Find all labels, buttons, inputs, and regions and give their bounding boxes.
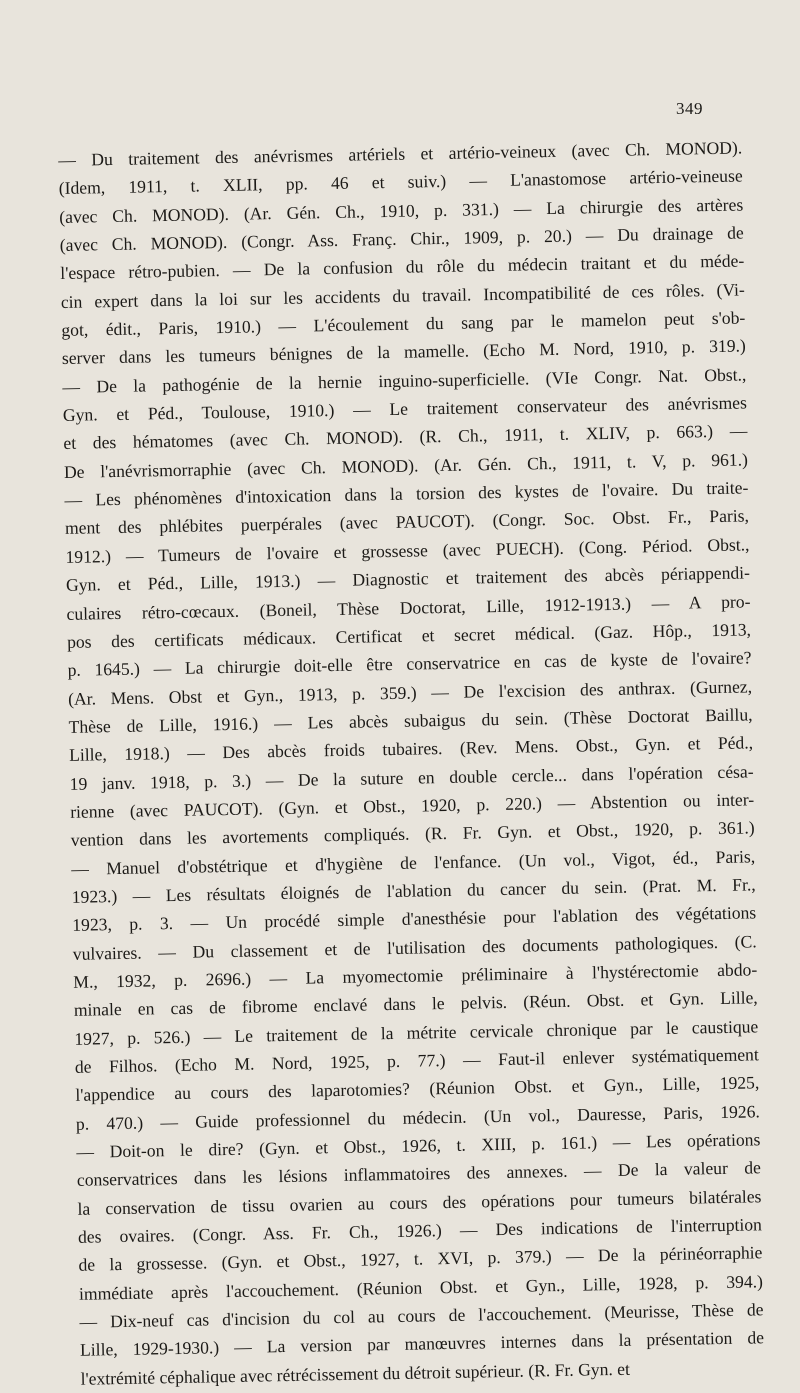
text-line: vention dans les avortements compliqués. (R. Fr. Gyn. et Obst., 1920, p. 361.) xyxy=(70,817,755,851)
text-line: 1923, p. 3. — Un procédé simple d'anesthésie pour l'ablation des végétations xyxy=(72,902,757,936)
text-line: vulvaires. — Du classement et de l'utilisation des documents pathologiques. (C. xyxy=(72,930,757,964)
text-line: rienne (avec PAUCOT). (Gyn. et Obst., 1920, p. 220.) — Abstention ou inter- xyxy=(70,789,755,822)
text-line: Gyn. et Péd., Toulouse, 1910.) — Le traitement conservateur des anévrismes xyxy=(62,392,747,426)
text-line: des ovaires. (Congr. Ass. Fr. Ch., 1926.) — Des indications de l'interruption xyxy=(77,1214,763,1247)
text-line: de la grossesse. (Gyn. et Obst., 1927, t. XVI, p. 379.) — De la périnéorraphie xyxy=(78,1242,763,1276)
text-line: minale en cas de fibrome enclavé dans le pelvis. (Réun. Obst. et Gyn. Lille, xyxy=(73,987,758,1021)
bibliography-text xyxy=(58,133,765,1392)
text-line: cin expert dans la loi sur les accidents du travail. Incompatibilité de ces rôles. (Vi- xyxy=(60,279,745,312)
text-line: l'appendice au cours des laparotomies? (Réunion Obst. et Gyn., Lille, 1925, xyxy=(75,1072,760,1106)
text-line: p. 470.) — Guide professionnel du médecin. (Un vol., Dauresse, Paris, 1926. xyxy=(75,1100,760,1134)
text-line: Thèse de Lille, 1916.) — Les abcès subaigus du sein. (Thèse Doctorat Baillu, xyxy=(68,704,753,737)
text-line: — Dix-neuf cas d'incision du col au cours de l'accouchement. (Meurisse, Thèse de xyxy=(79,1299,764,1332)
text-line: — Du traitement des anévrismes artériels et artério-veineux (avec Ch. MONOD). xyxy=(58,137,743,170)
text-line: culaires rétro-cœcaux. (Boneil, Thèse Doctorat, Lille, 1912-1913.) — A pro- xyxy=(66,590,751,624)
text-line: 1927, p. 526.) — Le traitement de la métrite cervicale chronique par le caustique xyxy=(74,1015,759,1049)
text-line: M., 1932, p. 2696.) — La myomectomie préliminaire à l'hystérectomie abdo- xyxy=(73,959,758,992)
text-line: 1923.) — Les résultats éloignés de l'ablation du cancer du sein. (Prat. M. Fr., xyxy=(71,874,756,907)
text-line: De l'anévrismorraphie (avec Ch. MONOD). (Ar. Gén. Ch., 1911, t. V, p. 961.) xyxy=(63,449,749,482)
text-line: got, édit., Paris, 1910.) — L'écoulement du sang par le mamelon peut s'ob- xyxy=(61,307,746,341)
text-line: — Manuel d'obstétrique et d'hygiène de l'enfance. (Un vol., Vigot, éd., Paris, xyxy=(71,845,756,879)
text-line: et des hématomes (avec Ch. MONOD). (R. Ch., 1911, t. XLIV, p. 663.) — xyxy=(63,420,748,454)
text-line: l'extrémité céphalique avec rétrécissement du détroit supérieur. (R. Fr. Gyn. et xyxy=(80,1358,631,1389)
text-line: 1912.) — Tumeurs de l'ovaire et grossesse (avec PUECH). (Cong. Périod. Obst., xyxy=(65,534,750,567)
text-line: (avec Ch. MONOD). (Ar. Gén. Ch., 1910, p. 331.) — La chirurgie des artères xyxy=(59,194,744,227)
text-line: server dans les tumeurs bénignes de la mamelle. (Echo M. Nord, 1910, p. 319.) xyxy=(61,335,746,369)
text-line: Lille, 1929-1930.) — La version par manœuvres internes dans la présentation de xyxy=(79,1327,765,1361)
text-line: l'espace rétro-pubien. — De la confusion du rôle du médecin traitant et du méde- xyxy=(60,250,745,284)
text-line: (Ar. Mens. Obst et Gyn., 1913, p. 359.) — De l'excision des anthrax. (Gurnez, xyxy=(67,675,753,709)
text-line: ment des phlébites puerpérales (avec PAUCOT). (Congr. Soc. Obst. Fr., Paris, xyxy=(64,505,750,539)
text-line: immédiate après l'accouchement. (Réunion Obst. et Gyn., Lille, 1928, p. 394.) xyxy=(78,1271,764,1304)
text-line: 19 janv. 1918, p. 3.) — De la suture en double cercle... dans l'opération césa- xyxy=(69,760,754,794)
text-line: conservatrices dans les lésions inflammatoires des annexes. — De la valeur de xyxy=(76,1157,762,1191)
text-line: (avec Ch. MONOD). (Congr. Ass. Franç. Chir., 1909, p. 20.) — Du drainage de xyxy=(59,222,744,256)
text-line: Gyn. et Péd., Lille, 1913.) — Diagnostic et traitement des abcès périappendi- xyxy=(65,562,751,596)
text-line: de Filhos. (Echo M. Nord, 1925, p. 77.) — Faut-il enlever systématiquement xyxy=(74,1044,759,1077)
text-line: — Les phénomènes d'intoxication dans la torsion des kystes de l'ovaire. Du traite- xyxy=(64,477,749,511)
text-line: la conservation de tissu ovarien au cours des opérations pour tumeurs bilatérales xyxy=(77,1186,762,1219)
text-line: — Doit-on le dire? (Gyn. et Obst., 1926, t. XIII, p. 161.) — Les opérations xyxy=(76,1129,761,1162)
page-number: 349 xyxy=(676,99,703,118)
text-line: p. 1645.) — La chirurgie doit-elle être conservatrice en cas de kyste de l'ovaire? xyxy=(67,647,752,681)
text-line: (Idem, 1911, t. XLII, pp. 46 et suiv.) — L'anastomose artério-veineuse xyxy=(58,165,743,199)
text-line: pos des certificats médicaux. Certificat et secret médical. (Gaz. Hôp., 1913, xyxy=(66,619,752,652)
text-line: Lille, 1918.) — Des abcès froids tubaires. (Rev. Mens. Obst., Gyn. et Péd., xyxy=(68,732,754,766)
text-line: — De la pathogénie de la hernie inguino-superficielle. (VIe Congr. Nat. Obst., xyxy=(62,364,747,397)
